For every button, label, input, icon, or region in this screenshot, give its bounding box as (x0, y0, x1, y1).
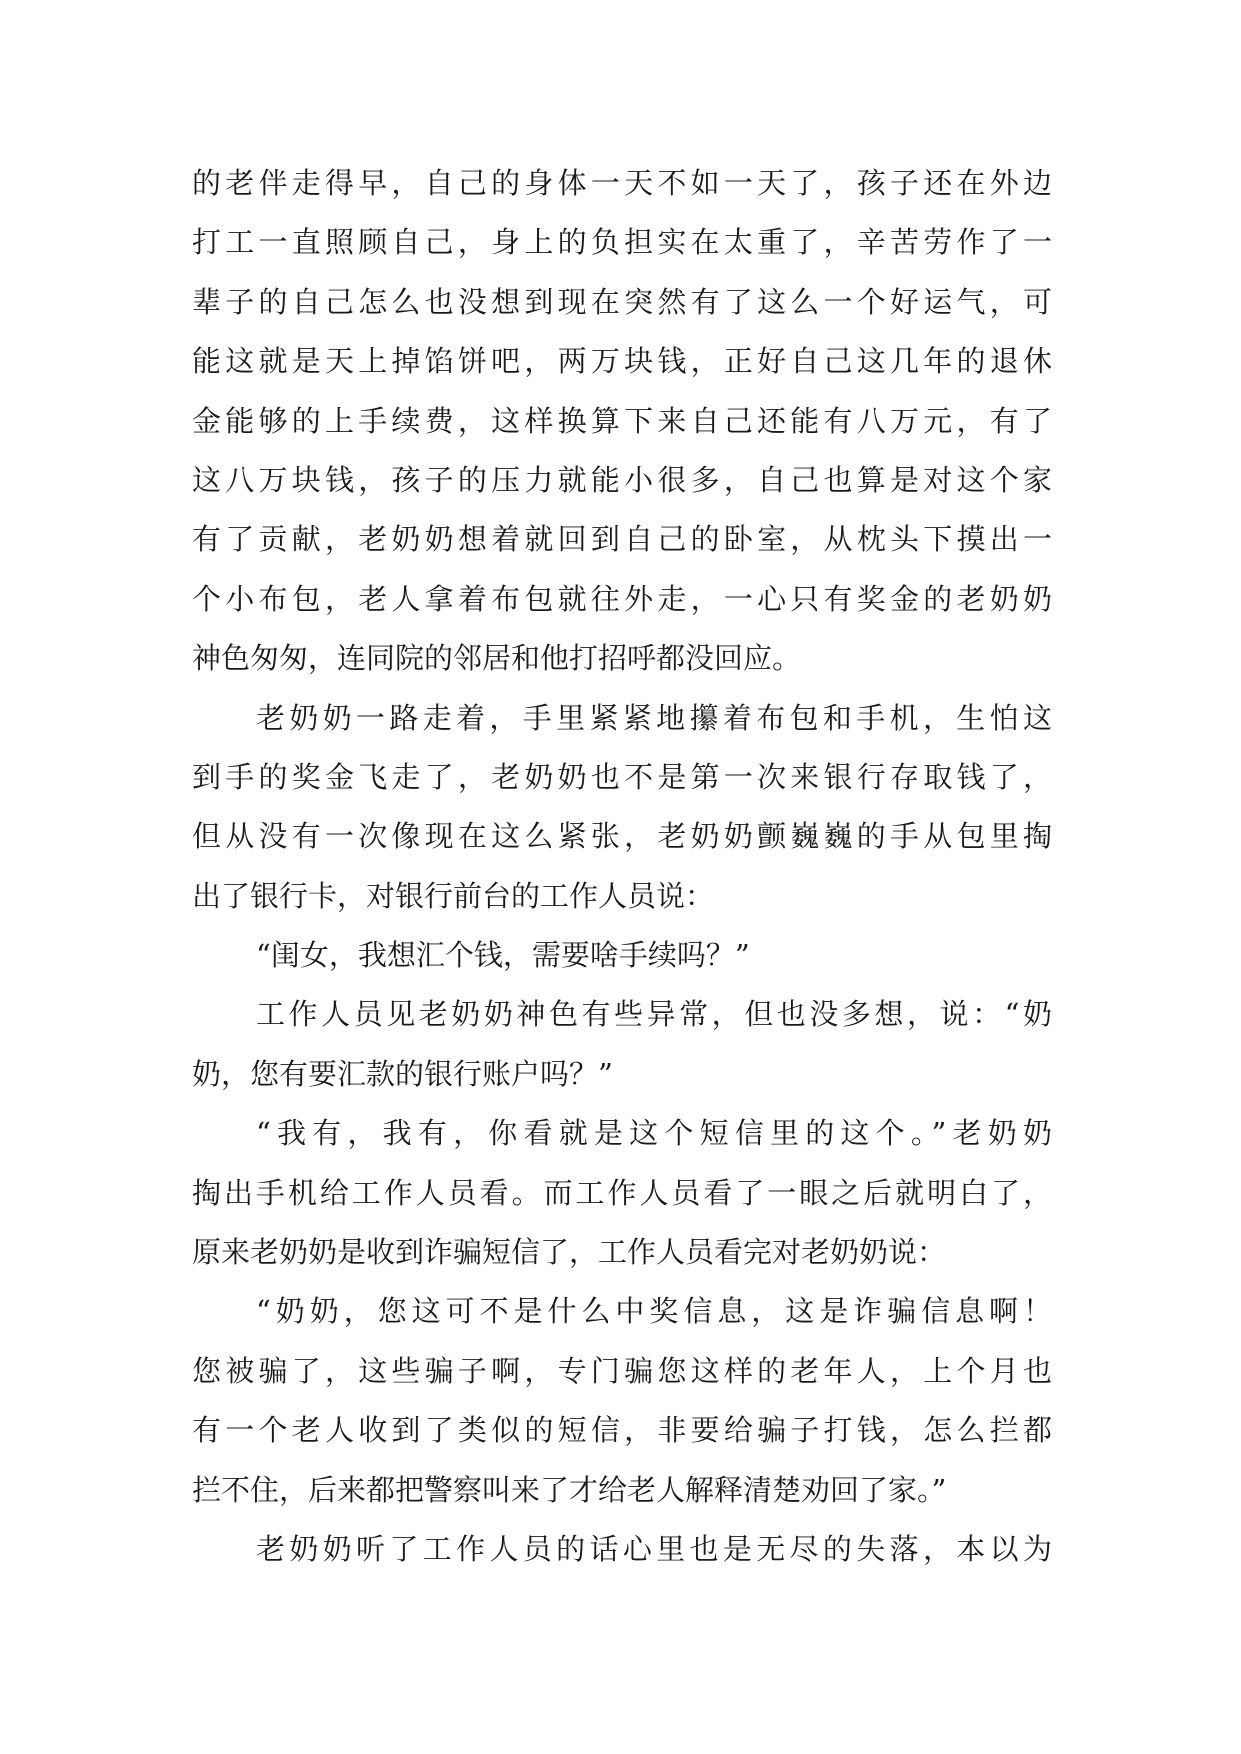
paragraph-end-line: 拦不住，后来都把警察叫来了才给老人解释清楚劝回了家。” (192, 1472, 947, 1507)
document-body (192, 154, 1052, 1579)
text-line: 个小布包，老人拿着布包就往外走，一心只有奖金的老奶奶 (192, 581, 1052, 616)
text-line: 有一个老人收到了类似的短信，非要给骗子打钱，怎么拦都 (192, 1413, 1052, 1448)
paragraph-start-line: “奶奶，您这可不是什么中奖信息，这是诈骗信息啊！ (256, 1294, 1052, 1329)
paragraph-end-line: 神色匆匆，连同院的邻居和他打招呼都没回应。 (192, 641, 802, 676)
text-line: 的老伴走得早，自己的身体一天不如一天了，孩子还在外边 (192, 166, 1052, 200)
paragraph-start-line: 老奶奶一路走着，手里紧紧地攥着布包和手机，生怕这 (256, 700, 1052, 735)
text-line: 掏出手机给工作人员看。而工作人员看了一眼之后就明白了， (192, 1175, 1052, 1210)
paragraph-end-line: 原来老奶奶是收到诈骗短信了，工作人员看完对老奶奶说： (192, 1235, 947, 1270)
dialogue-line: “闺女，我想汇个钱，需要啥手续吗？” (256, 938, 750, 973)
text-line: 辈子的自己怎么也没想到现在突然有了这么一个好运气，可 (192, 284, 1052, 319)
paragraph-start-line: “我有，我有，你看就是这个短信里的这个。”老奶奶 (256, 1116, 1052, 1151)
text-line: 这八万块钱，孩子的压力就能小很多，自己也算是对这个家 (192, 462, 1052, 497)
text-line: 有了贡献，老奶奶想着就回到自己的卧室，从枕头下摸出一 (192, 522, 1052, 557)
text-line: 能这就是天上掉馅饼吧，两万块钱，正好自己这几年的退休 (192, 344, 1052, 379)
paragraph-start-line: 老奶奶听了工作人员的话心里也是无尽的失落，本以为 (256, 1531, 1052, 1566)
text-line: 您被骗了，这些骗子啊，专门骗您这样的老年人，上个月也 (192, 1353, 1052, 1388)
text-line: 金能够的上手续费，这样换算下来自己还能有八万元，有了 (192, 403, 1052, 438)
text-line: 但从没有一次像现在这么紧张，老奶奶颤巍巍的手从包里掏 (192, 819, 1052, 854)
paragraph-start-line: 工作人员见老奶奶神色有些异常，但也没多想，说：“奶 (256, 997, 1052, 1032)
paragraph-end-line: 奶，您有要汇款的银行账户吗？” (192, 1056, 613, 1091)
text-line: 到手的奖金飞走了，老奶奶也不是第一次来银行存取钱了， (192, 759, 1052, 794)
paragraph-end-line: 出了银行卡，对银行前台的工作人员说： (192, 878, 715, 913)
text-line: 打工一直照顾自己，身上的负担实在太重了，辛苦劳作了一 (192, 225, 1052, 260)
